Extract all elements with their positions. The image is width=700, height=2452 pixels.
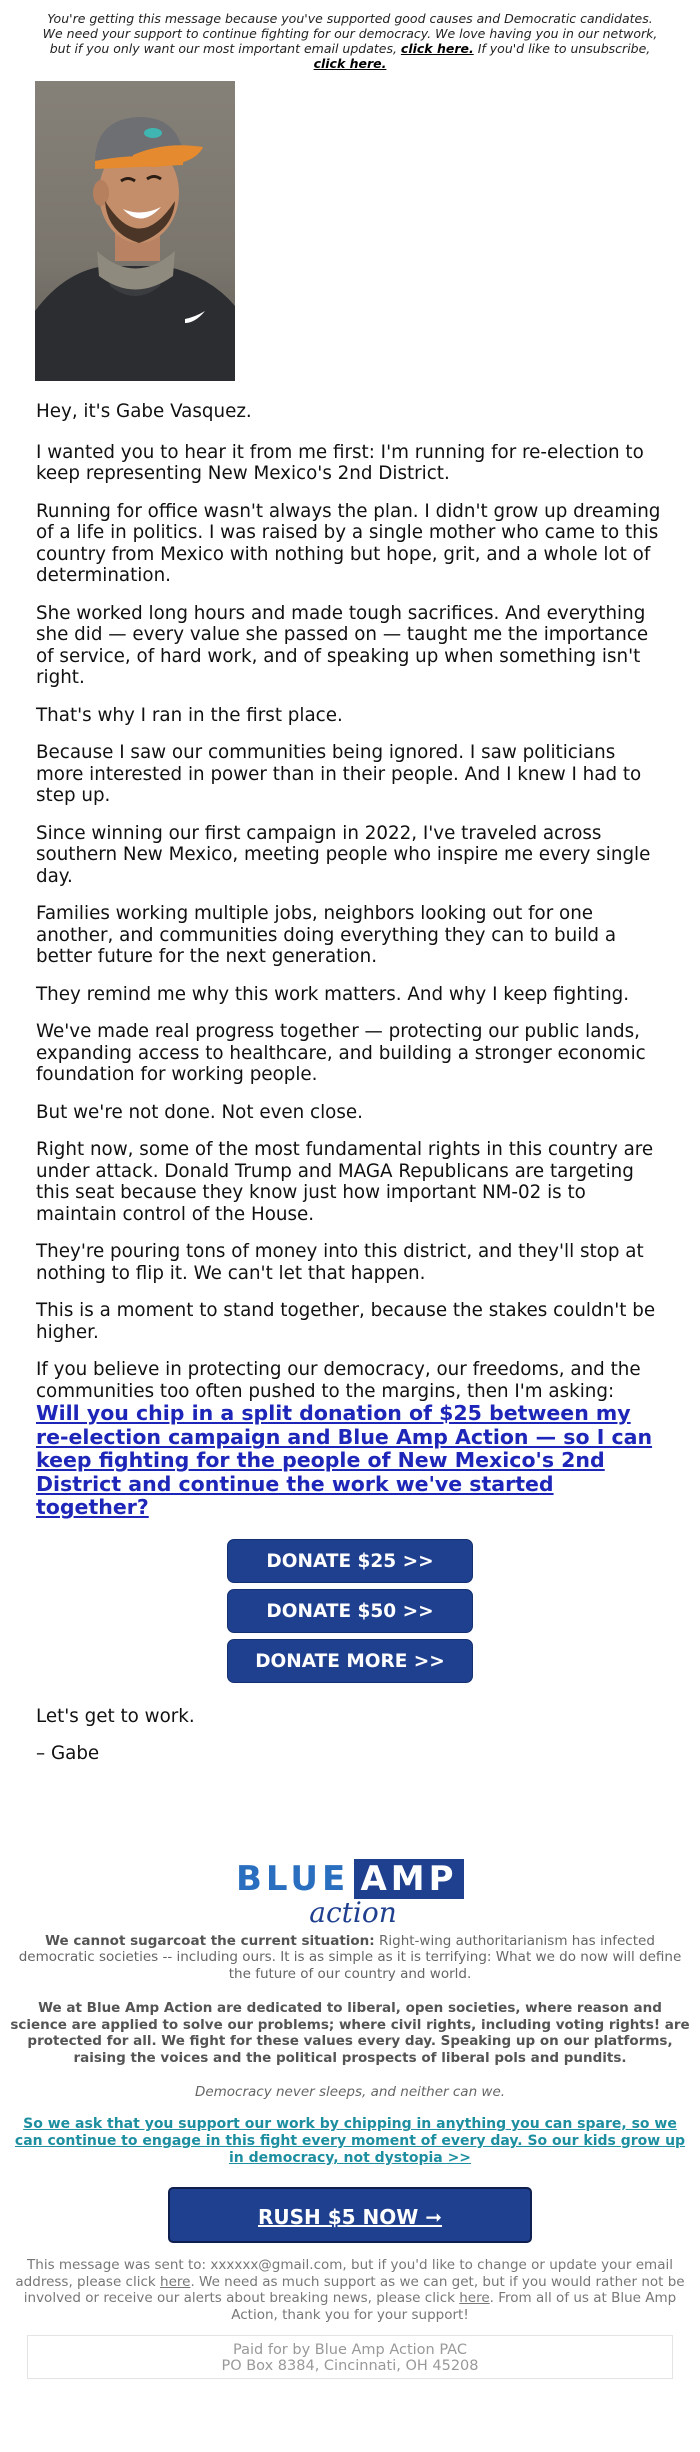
closing: Let's get to work. [36,1705,195,1727]
candidate-photo [35,81,235,381]
logo-word-action: action [309,1895,397,1929]
candidate-photo-art [35,81,235,381]
letter-paragraph: But we're not done. Not even close. [36,1101,363,1123]
letter-paragraph: Since winning our first campaign in 2022, I've traveled across southern New Mexico, meeting people who inspire me every single day. [36,822,651,887]
mailing-address: PO Box 8384, Cincinnati, OH 45208 [221,2358,479,2374]
donate-25-button[interactable]: DONATE $25 >> [227,1539,473,1583]
letter-paragraph: That's why I ran in the first place. [36,704,343,726]
letter-paragraph: This is a moment to stand together, because the stakes couldn't be higher. [36,1300,656,1343]
letter-body [0,401,700,1765]
letter-paragraph: Right now, some of the most fundamental rights in this country are under attack. Donald Trump and MAGA Republicans are targeting this seat because they know just how important NM-02 is to maintain control of the House. [36,1139,654,1225]
footer [0,1859,700,2380]
letter-paragraph: She worked long hours and made tough sacrifices. And everything she did — every value she passed on — taught me the importance of service, of hard work, and of speaking up when something isn't right. [36,602,649,688]
greeting: Hey, it's Gabe Vasquez. [36,401,252,422]
donate-buttons [36,1539,664,1683]
logo-word-amp: AMP [354,1859,464,1899]
letter-paragraph: Running for office wasn't always the plan. I didn't grow up dreaming of a life in politics. I was raised by a single mother who came to this country from Mexico with nothing but hope, grit, and a whole lot of determination. [36,500,661,586]
signature: – Gabe [36,1743,100,1764]
logo-word-blue: BLUE [236,1858,350,1899]
footer-democracy-line: Democracy never sleeps, and neither can we. [194,2084,506,2100]
paid-for-box [27,2335,673,2379]
donate-50-button[interactable]: DONATE $50 >> [227,1589,473,1633]
letter-paragraph: I wanted you to hear it from me first: I'm running for re-election to keep representing New Mexico's 2nd District. [36,441,644,484]
letter-paragraph: They remind me why this work matters. And why I keep fighting. [36,983,630,1005]
unsubscribe-link[interactable]: click here. [313,56,387,71]
donation-ask-link[interactable]: Will you chip in a split donation of $25 between my re-election campaign and Blue Amp Action — so I can keep fighting for the people of New Mexico's 2nd District and continue the work we've started together? [36,1401,653,1519]
letter-paragraph: Because I saw our communities being ignored. I saw politicians more interested in power than in their people. And I knew I had to step up. [36,742,642,806]
preheader-text: You're getting this message because you've supported good causes and Democratic candidates. We need your support to continue fighting for our democracy. We love having you in our network, but if you only want our most important email updates, [42,11,658,56]
donate-more-button[interactable]: DONATE MORE >> [227,1639,473,1683]
preheader-text-mid: If you'd like to unsubscribe, [473,41,651,56]
footer-paragraph-situation [0,1933,700,1983]
update-email-link[interactable]: here [160,2273,191,2290]
paid-for-line: Paid for by Blue Amp Action PAC [233,2342,467,2358]
footer-situation-text: Right-wing authoritarianism has infected democratic societies -- including ours. It is as simple as it is terrifying: What we do now will define the future of our country and world. [18,1932,682,1982]
footer-situation-bold: We cannot sugarcoat the current situation: [45,1932,375,1949]
letter-paragraph: Families working multiple jobs, neighbors looking out for one another, and communities doing everything they can to build a better future for the next generation. [36,903,617,967]
opt-out-link[interactable]: here [459,2290,490,2306]
support-our-work-link[interactable]: So we ask that you support our work by chipping in anything you can spare, so we can continue to engage in this fight every moment of every day. So our kids grow up in democracy, not dystopia >> [14,2116,686,2166]
email-preferences-link[interactable]: click here. [400,41,474,56]
rush-5-button[interactable]: RUSH $5 NOW ➞ [168,2187,532,2243]
preheader [0,0,700,71]
sent-text-end: . From all of us at Blue Amp Action, thank you for your support! [231,2290,677,2323]
sent-text-mid: . We need as much support as we can get, but if you would rather not be involved or receive our alerts about breaking news, please click [23,2273,685,2306]
sent-text: This message was sent to: xxxxxx@gmail.com, but if you'd like to change or update your email address, please click [15,2257,673,2290]
footer-paragraph-mission: We at Blue Amp Action are dedicated to liberal, open societies, where reason and science are applied to solve our problems; where civil rights, including voting rights! are protected for all. We fight for these values every day. Speaking up on our platforms, raising the voices and the political prospects of liberal pols and pundits. [10,2000,690,2066]
ask-intro: If you believe in protecting our democracy, our freedoms, and the communities too often pushed to the margins, then I'm asking: [36,1359,641,1402]
blue-amp-logo[interactable] [0,1859,700,1931]
sent-to-notice [0,2257,700,2323]
letter-paragraph: We've made real progress together — protecting our public lands, expanding access to healthcare, and building a stronger economic foundation for working people. [36,1021,646,1085]
letter-paragraph: They're pouring tons of money into this district, and they'll stop at nothing to flip it. We can't let that happen. [36,1241,644,1284]
